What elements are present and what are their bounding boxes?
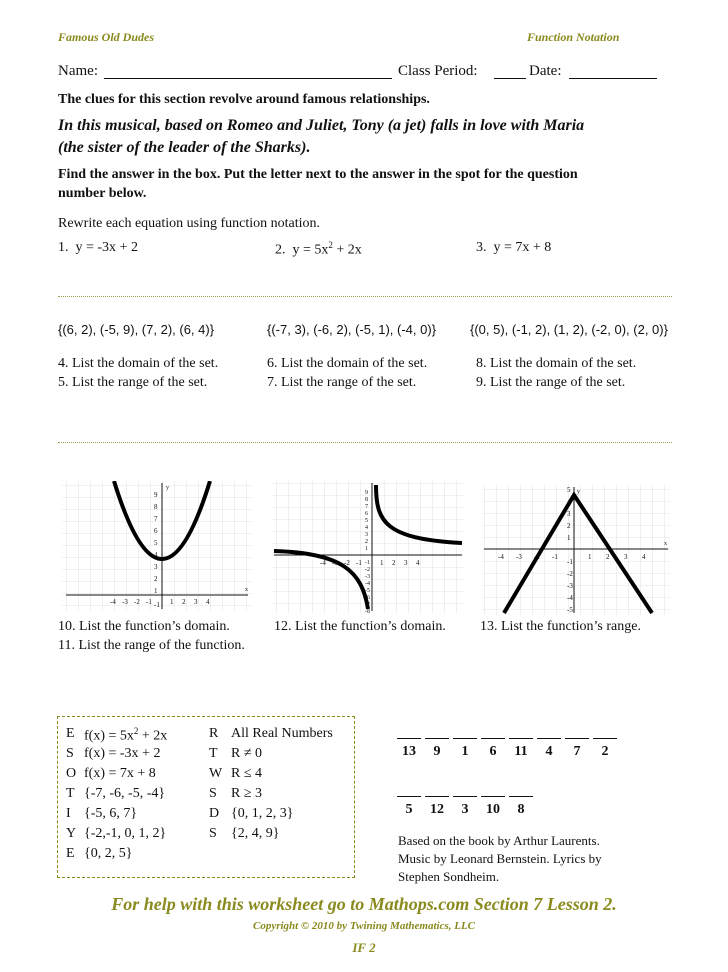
answer-blank[interactable] xyxy=(565,738,589,739)
equation-2-exponent: 2 xyxy=(328,240,333,250)
hyperbola-y-tick: -2 xyxy=(365,567,370,573)
footer-code: IF 2 xyxy=(352,940,376,955)
key-right-letter: S xyxy=(209,786,217,801)
question-number: 13 xyxy=(402,744,416,759)
absolute-y-tick: -3 xyxy=(567,582,573,590)
credits-line-2: Music by Leonard Bernstein. Lyrics by xyxy=(398,851,602,866)
key-right-letter: R xyxy=(209,726,219,741)
parabola-y-label: y xyxy=(166,485,169,491)
parabola-x-tick: 3 xyxy=(194,598,198,606)
parabola-y-tick: 7 xyxy=(154,515,158,523)
question-6: 6. List the domain of the set. xyxy=(267,356,428,371)
question-10: 10. List the function’s domain. xyxy=(58,619,230,634)
equation-1 xyxy=(58,240,138,256)
key-left-letter: E xyxy=(66,726,75,741)
key-right-answer: R ≤ 4 xyxy=(231,766,263,781)
equation-3-num: 3. xyxy=(476,240,487,255)
absolute-y-tick: 5 xyxy=(567,486,571,494)
question-7: 7. List the range of the set. xyxy=(267,375,417,390)
parabola-y-tick: 8 xyxy=(154,503,158,511)
key-left-answer: f(x) = -3x + 2 xyxy=(84,746,161,761)
question-number: 8 xyxy=(517,802,525,817)
parabola-x-label: x xyxy=(245,587,248,593)
key-right-letter: T xyxy=(209,746,218,761)
equation-1-num: 1. xyxy=(58,240,69,255)
parabola-y-tick: 5 xyxy=(154,539,158,547)
hyperbola-y-tick: 6 xyxy=(365,511,368,517)
absolute-x-tick: 3 xyxy=(624,553,628,561)
hyperbola-y-tick: -1 xyxy=(365,560,370,566)
header-left: Famous Old Dudes xyxy=(58,30,155,44)
hyperbola-x-tick: 4 xyxy=(416,559,420,567)
absolute-y-tick: -4 xyxy=(567,594,573,602)
header-right: Function Notation xyxy=(527,30,620,44)
hyperbola-x-tick: 2 xyxy=(392,559,396,567)
absolute-x-tick: 2 xyxy=(606,553,610,561)
key-left-letter: I xyxy=(66,806,71,821)
hyperbola-graph xyxy=(272,481,464,613)
absolute-x-tick: -4 xyxy=(498,553,504,561)
answer-blank[interactable] xyxy=(509,796,533,797)
footer-help-link[interactable]: For help with this worksheet go to Mathops.com Section 7 Lesson 2. xyxy=(111,894,617,914)
parabola-y-tick: -1 xyxy=(154,601,160,609)
question-number: 5 xyxy=(405,802,413,817)
hyperbola-y-tick: 2 xyxy=(365,539,368,545)
equation-1-text: y = -3x + 2 xyxy=(75,240,138,255)
instructions-line-2: number below. xyxy=(58,186,147,201)
riddle-line-1: In this musical, based on Romeo and Juliet, Tony (a jet) falls in love with Maria xyxy=(58,117,585,134)
credits-line-3: Stephen Sondheim. xyxy=(398,869,500,884)
parabola-x-tick: -1 xyxy=(146,598,152,606)
equation-2-text-a: y = 5x xyxy=(292,242,329,258)
hyperbola-y-tick: 5 xyxy=(365,518,368,524)
key-right-letter: D xyxy=(209,806,220,821)
name-field[interactable] xyxy=(104,78,392,79)
divider-2 xyxy=(58,442,672,443)
question-number: 1 xyxy=(461,744,469,759)
absolute-x-tick: -3 xyxy=(516,553,522,561)
question-8: 8. List the domain of the set. xyxy=(476,356,637,371)
question-12: 12. List the function’s domain. xyxy=(274,619,446,634)
key-left-letter: T xyxy=(66,786,75,801)
answer-blank[interactable] xyxy=(453,796,477,797)
hyperbola-y-tick: -7 xyxy=(365,602,370,608)
footer-copyright: Copyright © 2010 by Twining Mathematics, LLC xyxy=(252,920,476,932)
question-9: 9. List the range of the set. xyxy=(476,375,626,390)
credits-line-1: Based on the book by Arthur Laurents. xyxy=(398,833,600,848)
answer-blank[interactable] xyxy=(397,796,421,797)
hyperbola-y-tick: -3 xyxy=(365,574,370,580)
key-left-answer: {-2,-1, 0, 1, 2} xyxy=(84,826,167,841)
question-5: 5. List the range of the set. xyxy=(58,375,208,390)
key-left-answer: {0, 2, 5} xyxy=(84,846,133,861)
absolute-y-tick: 3 xyxy=(567,510,571,518)
key-right-answer: All Real Numbers xyxy=(231,726,333,741)
absolute-x-label: x xyxy=(664,541,667,547)
question-number: 7 xyxy=(573,744,581,759)
absolute-x-tick: -2 xyxy=(534,553,540,561)
parabola-x-tick: 2 xyxy=(182,598,186,606)
hyperbola-y-tick: 3 xyxy=(365,532,368,538)
answer-blank[interactable] xyxy=(481,796,505,797)
class-period-label: Class Period: xyxy=(398,63,478,79)
question-4: 4. List the domain of the set. xyxy=(58,356,219,371)
key-right-letter: W xyxy=(209,766,223,781)
parabola-y-tick: 4 xyxy=(154,551,158,559)
answer-blank[interactable] xyxy=(397,738,421,739)
clues-intro: The clues for this section revolve around famous relationships. xyxy=(58,92,430,107)
equation-2 xyxy=(275,240,362,259)
hyperbola-y-tick: -4 xyxy=(365,581,370,587)
hyperbola-y-tick: -5 xyxy=(365,588,370,594)
hyperbola-x-tick: -1 xyxy=(356,559,362,567)
hyperbola-y-tick: 8 xyxy=(365,497,368,503)
parabola-graph xyxy=(62,481,252,611)
key-left-letter: O xyxy=(66,766,77,781)
key-left-letter: S xyxy=(66,746,74,761)
key-left-answer: {-7, -6, -5, -4} xyxy=(84,786,166,801)
hyperbola-x-tick: -4 xyxy=(320,559,326,567)
hyperbola-y-tick: 1 xyxy=(365,546,368,552)
name-label: Name: xyxy=(58,63,98,79)
key-left-letter: Y xyxy=(66,826,77,841)
parabola-x-tick: -3 xyxy=(122,598,128,606)
riddle-line-2: (the sister of the leader of the Sharks). xyxy=(58,139,311,156)
absolute-y-tick: 4 xyxy=(567,498,571,506)
class-period-field[interactable] xyxy=(494,78,526,79)
divider-1 xyxy=(58,296,672,297)
parabola-y-tick: 2 xyxy=(154,575,158,583)
key-right-letter: S xyxy=(209,826,217,841)
question-number: 4 xyxy=(545,744,553,759)
question-11: 11. List the range of the function. xyxy=(58,638,245,653)
set-2: {(-7, 3), (-6, 2), (-5, 1), (-4, 0)} xyxy=(267,322,437,337)
equation-3-text: y = 7x + 8 xyxy=(493,240,552,255)
answer-blank[interactable] xyxy=(481,738,505,739)
key-right-answer: R ≥ 3 xyxy=(231,786,263,801)
question-number: 11 xyxy=(514,744,528,759)
key-left-answer: {-5, 6, 7} xyxy=(84,806,138,821)
answer-blank[interactable] xyxy=(453,738,477,739)
key-right-answer: {2, 4, 9} xyxy=(231,826,280,841)
absolute-y-tick: 2 xyxy=(567,522,571,530)
parabola-y-tick: 3 xyxy=(154,563,158,571)
hyperbola-x-tick: -2 xyxy=(344,559,350,567)
absolute-y-tick: 1 xyxy=(567,534,571,542)
answer-blank[interactable] xyxy=(509,738,533,739)
equation-3 xyxy=(476,240,551,256)
question-number: 6 xyxy=(489,744,497,759)
hyperbola-x-tick: 3 xyxy=(404,559,408,567)
hyperbola-y-tick: -8 xyxy=(365,609,370,613)
question-number: 10 xyxy=(486,802,500,817)
instructions-line-1: Find the answer in the box. Put the letter next to the answer in the spot for the question xyxy=(58,167,578,182)
key-left-answer: $f(x) = 5x^2 + 2x$ xyxy=(84,726,168,744)
question-number: 9 xyxy=(433,744,441,759)
parabola-x-tick: 4 xyxy=(206,598,210,606)
key-left-answer: f(x) = 7x + 8 xyxy=(84,766,156,781)
equation-2-text-b: + 2x xyxy=(332,242,362,258)
answer-blank[interactable] xyxy=(425,796,449,797)
absolute-x-tick: -1 xyxy=(552,553,558,561)
hyperbola-x-tick: -3 xyxy=(332,559,338,567)
absolute-x-tick: 1 xyxy=(588,553,592,561)
parabola-y-tick: 9 xyxy=(154,491,158,499)
parabola-x-tick: 1 xyxy=(170,598,174,606)
key-left-letter: E xyxy=(66,846,75,861)
date-label: Date: xyxy=(529,63,562,79)
answer-blank[interactable] xyxy=(425,738,449,739)
parabola-x-tick: -2 xyxy=(134,598,140,606)
hyperbola-y-tick: 7 xyxy=(365,504,368,510)
absolute-x-tick: 4 xyxy=(642,553,646,561)
question-13: 13. List the function’s range. xyxy=(480,619,641,634)
set-3: {(0, 5), (-1, 2), (1, 2), (-2, 0), (2, 0)} xyxy=(470,322,668,337)
answer-blank[interactable] xyxy=(537,738,561,739)
parabola-y-tick: 1 xyxy=(154,587,158,595)
hyperbola-y-tick: -6 xyxy=(365,595,370,601)
hyperbola-y-tick: 4 xyxy=(365,525,368,531)
answer-blank[interactable] xyxy=(593,738,617,739)
question-number: 3 xyxy=(461,802,469,817)
absolute-value-graph xyxy=(482,485,670,615)
set-1: {(6, 2), (-5, 9), (7, 2), (6, 4)} xyxy=(58,322,215,337)
parabola-y-tick: 6 xyxy=(154,527,158,535)
question-number: 12 xyxy=(430,802,444,817)
hyperbola-x-tick: 1 xyxy=(380,559,384,567)
absolute-y-tick: -2 xyxy=(567,570,573,578)
hyperbola-y-tick: 9 xyxy=(365,490,368,496)
rewrite-label: Rewrite each equation using function notation. xyxy=(58,216,321,231)
date-field[interactable] xyxy=(569,78,657,79)
absolute-y-tick: -5 xyxy=(567,606,573,614)
absolute-y-tick: -1 xyxy=(567,558,573,566)
question-number: 2 xyxy=(601,744,609,759)
key-right-answer: {0, 1, 2, 3} xyxy=(231,806,294,821)
parabola-x-tick: -4 xyxy=(110,598,116,606)
key-right-answer: R ≠ 0 xyxy=(231,746,263,761)
equation-2-num: 2. xyxy=(275,242,286,258)
absolute-y-label: y xyxy=(577,489,580,495)
